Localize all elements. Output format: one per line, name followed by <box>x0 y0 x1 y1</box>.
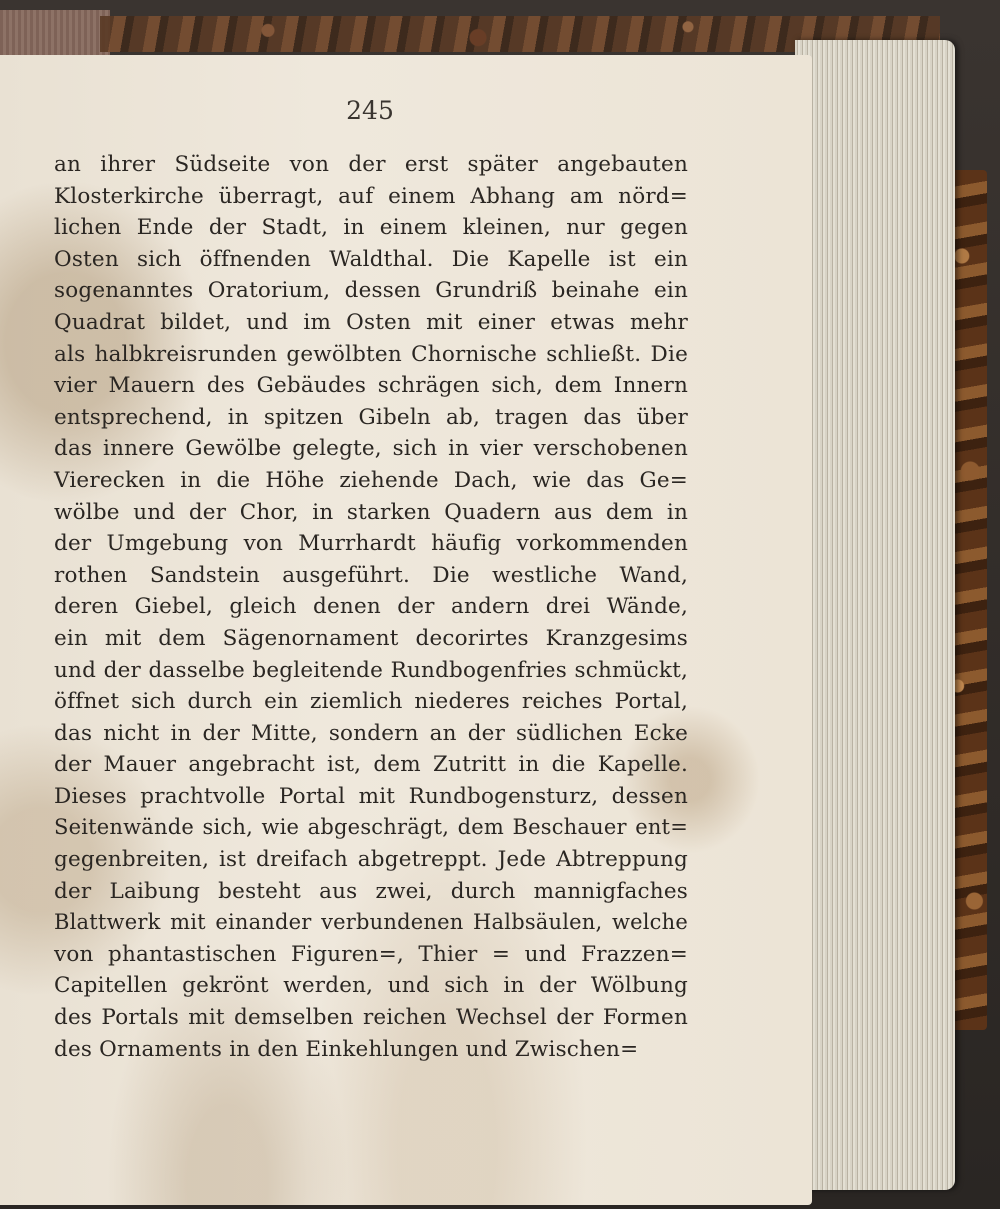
cloth-binding-edge <box>0 10 110 60</box>
book-page <box>0 55 812 1205</box>
text-line: das nicht in der Mitte, sondern an der südlichen Ecke <box>54 720 688 746</box>
text-line: vier Mauern des Gebäudes schrägen sich, dem Innern <box>54 373 688 399</box>
text-line: von phantastischen Figuren=, Thier = und Frazzen= <box>54 941 688 967</box>
text-line: Vierecken in die Höhe ziehende Dach, wie das Ge= <box>54 467 688 493</box>
text-line: der Mauer angebracht ist, dem Zutritt in die Kapelle. <box>54 752 688 778</box>
text-line: als halbkreisrunden gewölbten Chornische schließt. Die <box>54 341 688 367</box>
text-line: gegenbreiten, ist dreifach abgetreppt. Jede Abtreppung <box>54 847 688 873</box>
text-line: und der dasselbe begleitende Rundbogenfries schmückt, <box>54 657 688 683</box>
text-line: wölbe und der Chor, in starken Quadern aus dem in <box>54 499 688 525</box>
text-line: das innere Gewölbe gelegte, sich in vier verschobenen <box>54 436 688 462</box>
text-line: an ihrer Südseite von der erst später angebauten <box>54 152 688 177</box>
text-line: Osten sich öffnenden Waldthal. Die Kapelle ist ein <box>54 246 688 272</box>
text-line: Seitenwände sich, wie abgeschrägt, dem Beschauer ent= <box>54 815 688 840</box>
text-line: Blattwerk mit einander verbundenen Halbsäulen, welche <box>54 910 688 935</box>
text-line: der Laibung besteht aus zwei, durch mannigfaches <box>54 878 688 904</box>
text-line: Capitellen gekrönt werden, und sich in der Wölbung <box>54 973 688 999</box>
text-line: rothen Sandstein ausgeführt. Die westliche Wand, <box>54 562 688 588</box>
text-line: Quadrat bildet, und im Osten mit einer etwas mehr <box>54 309 688 335</box>
page-number: 245 <box>346 96 394 125</box>
text-line: deren Giebel, gleich denen der andern drei Wände, <box>54 594 688 620</box>
text-line: entsprechend, in spitzen Gibeln ab, tragen das über <box>54 404 688 430</box>
text-line: des Ornaments in den Einkehlungen und Zwischen= <box>54 1036 639 1062</box>
page-block-edges <box>795 40 955 1190</box>
text-line: der Umgebung von Murrhardt häufig vorkommenden <box>54 531 688 557</box>
text-line: des Portals mit demselben reichen Wechsel der Formen <box>54 1005 688 1031</box>
text-line: ein mit dem Sägenornament decorirtes Kranzgesims <box>54 625 688 651</box>
text-line: Klosterkirche überragt, auf einem Abhang am nörd= <box>54 183 688 209</box>
text-line: lichen Ende der Stadt, in einem kleinen, nur gegen <box>54 215 688 241</box>
text-line: Dieses prachtvolle Portal mit Rundbogensturz, dessen <box>54 783 688 809</box>
text-line: sogenanntes Oratorium, dessen Grundriß beinahe ein <box>54 278 688 304</box>
text-line: öffnet sich durch ein ziemlich niederes reiches Portal, <box>54 689 688 715</box>
page-text <box>54 149 688 1065</box>
